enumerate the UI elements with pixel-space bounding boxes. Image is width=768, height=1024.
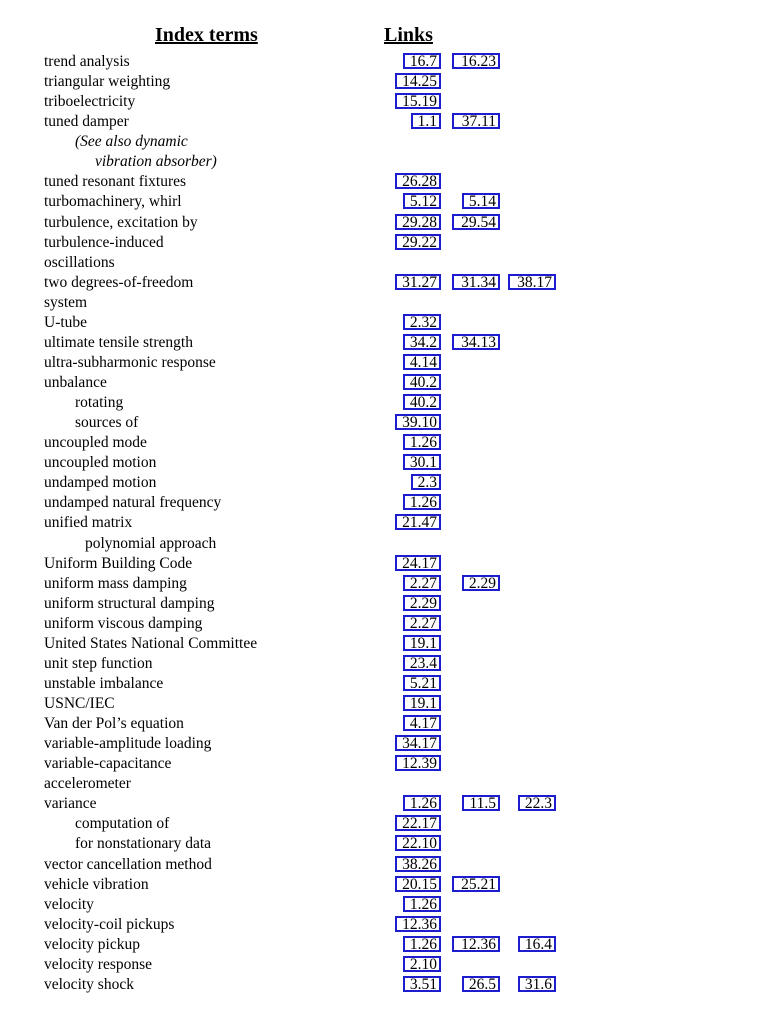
page-link[interactable]: 26.5 — [462, 976, 500, 992]
page-link[interactable]: 2.10 — [403, 956, 441, 972]
index-term: turbulence-induced — [44, 233, 164, 251]
index-term: ultra-subharmonic response — [44, 353, 216, 371]
index-row — [0, 112, 768, 132]
index-row — [0, 313, 768, 333]
index-row — [0, 453, 768, 473]
page-link[interactable]: 34.2 — [403, 334, 441, 350]
index-term: rotating — [75, 394, 124, 412]
index-term: Uniform Building Code — [44, 554, 193, 572]
index-row — [0, 855, 768, 875]
index-row — [0, 433, 768, 453]
page-link[interactable]: 34.13 — [452, 334, 500, 350]
index-row — [0, 92, 768, 112]
index-row — [0, 814, 768, 834]
index-list — [0, 52, 768, 995]
index-row — [0, 513, 768, 533]
page-link[interactable]: 20.15 — [395, 876, 441, 892]
page-link[interactable]: 1.26 — [403, 795, 441, 811]
index-term: uniform viscous damping — [44, 614, 203, 632]
index-term: ultimate tensile strength — [44, 333, 193, 351]
index-term: vector cancellation method — [44, 855, 212, 873]
index-term: unstable imbalance — [44, 674, 164, 692]
page-link[interactable]: 16.7 — [403, 53, 441, 69]
index-row — [0, 413, 768, 433]
page-link[interactable]: 23.4 — [403, 655, 441, 671]
index-row — [0, 293, 768, 313]
index-term: oscillations — [44, 253, 115, 271]
index-term: sources of — [75, 414, 139, 432]
index-row — [0, 694, 768, 714]
page-link[interactable]: 2.27 — [403, 575, 441, 591]
index-term: triangular weighting — [44, 73, 171, 91]
index-row — [0, 674, 768, 694]
page-link[interactable]: 40.2 — [403, 394, 441, 410]
index-term: trend analysis — [44, 53, 130, 70]
page-link[interactable]: 25.21 — [452, 876, 500, 892]
page-link[interactable]: 2.29 — [403, 595, 441, 611]
page-link[interactable]: 3.51 — [403, 976, 441, 992]
page-link[interactable]: 2.32 — [403, 314, 441, 330]
page-link[interactable]: 19.1 — [403, 635, 441, 651]
index-term: accelerometer — [44, 775, 131, 793]
page-link[interactable]: 38.17 — [508, 274, 556, 290]
index-term: velocity response — [44, 955, 153, 973]
index-term: polynomial approach — [85, 534, 217, 552]
index-row — [0, 132, 768, 152]
index-row — [0, 273, 768, 293]
page-link[interactable]: 37.11 — [452, 113, 500, 129]
index-row — [0, 233, 768, 253]
index-row — [0, 714, 768, 734]
index-row — [0, 935, 768, 955]
links-header: Links — [384, 24, 433, 46]
index-term: undamped motion — [44, 474, 157, 492]
index-term: Van der Pol’s equation — [44, 715, 184, 733]
index-term: (See also dynamic — [75, 133, 188, 151]
index-row — [0, 192, 768, 212]
page-link[interactable]: 30.1 — [403, 454, 441, 470]
page-link[interactable]: 31.27 — [395, 274, 441, 290]
index-term: tuned damper — [44, 113, 129, 131]
index-term: system — [44, 293, 88, 311]
page-link[interactable]: 40.2 — [403, 374, 441, 390]
index-row — [0, 554, 768, 574]
index-term: vibration absorber) — [95, 153, 217, 171]
index-term: triboelectricity — [44, 93, 136, 111]
page-link[interactable]: 14.25 — [395, 73, 441, 89]
page-link[interactable]: 16.4 — [518, 936, 556, 952]
index-row — [0, 834, 768, 854]
page-link[interactable]: 1.26 — [403, 896, 441, 912]
index-row — [0, 52, 768, 72]
index-row — [0, 213, 768, 233]
index-term: tuned resonant fixtures — [44, 173, 187, 191]
index-row — [0, 594, 768, 614]
index-row — [0, 72, 768, 92]
page-link[interactable]: 12.36 — [395, 916, 441, 932]
index-term: vehicle vibration — [44, 875, 149, 893]
index-row — [0, 774, 768, 794]
page-link[interactable]: 29.28 — [395, 214, 441, 230]
index-row — [0, 895, 768, 915]
page-link[interactable]: 2.3 — [411, 474, 441, 490]
index-term: unit step function — [44, 654, 153, 672]
index-terms-header: Index terms — [155, 24, 258, 46]
page-link[interactable]: 24.17 — [395, 555, 441, 571]
index-row — [0, 794, 768, 814]
page-link[interactable]: 5.12 — [403, 193, 441, 209]
index-term: computation of — [75, 815, 170, 833]
index-term: uncoupled motion — [44, 454, 157, 472]
page-link[interactable]: 22.3 — [518, 795, 556, 811]
index-row — [0, 373, 768, 393]
index-row — [0, 473, 768, 493]
index-row — [0, 734, 768, 754]
page-link[interactable]: 39.10 — [395, 414, 441, 430]
index-row — [0, 534, 768, 554]
page-link[interactable]: 22.10 — [395, 835, 441, 851]
page-link[interactable]: 16.23 — [452, 53, 500, 69]
index-row — [0, 915, 768, 935]
page-link[interactable]: 1.26 — [403, 936, 441, 952]
index-term: uncoupled mode — [44, 434, 147, 452]
index-term: variable-amplitude loading — [44, 735, 212, 753]
page-link[interactable]: 1.1 — [411, 113, 441, 129]
index-row — [0, 634, 768, 654]
index-row — [0, 875, 768, 895]
page-link[interactable]: 4.14 — [403, 354, 441, 370]
index-row — [0, 955, 768, 975]
index-row — [0, 654, 768, 674]
page-link[interactable]: 5.14 — [462, 193, 500, 209]
index-term: United States National Committee — [44, 634, 258, 652]
index-row — [0, 253, 768, 273]
index-term: two degrees-of-freedom — [44, 273, 194, 291]
index-term: velocity-coil pickups — [44, 915, 175, 933]
index-term: turbomachinery, whirl — [44, 193, 182, 211]
page-link[interactable]: 29.54 — [452, 214, 500, 230]
page-link[interactable]: 19.1 — [403, 695, 441, 711]
page-link[interactable]: 29.22 — [395, 234, 441, 250]
index-row — [0, 353, 768, 373]
index-row — [0, 614, 768, 634]
index-term: for nonstationary data — [75, 835, 212, 853]
page-link[interactable]: 31.6 — [518, 976, 556, 992]
page-link[interactable]: 34.17 — [395, 735, 441, 751]
index-term: velocity shock — [44, 975, 134, 993]
page-link[interactable]: 5.21 — [403, 675, 441, 691]
page-link[interactable]: 4.17 — [403, 715, 441, 731]
index-term: variable-capacitance — [44, 755, 172, 773]
page-link[interactable]: 26.28 — [395, 173, 441, 189]
page-link[interactable]: 12.36 — [452, 936, 500, 952]
page-link[interactable]: 1.26 — [403, 494, 441, 510]
page-link[interactable]: 22.17 — [395, 815, 441, 831]
index-term: variance — [44, 795, 97, 813]
page-link[interactable]: 15.19 — [395, 93, 441, 109]
page-link[interactable]: 38.26 — [395, 856, 441, 872]
index-term: uniform mass damping — [44, 574, 187, 592]
index-row — [0, 152, 768, 172]
page-link[interactable]: 2.29 — [462, 575, 500, 591]
index-row — [0, 393, 768, 413]
page-link[interactable]: 11.5 — [462, 795, 500, 811]
page-link[interactable]: 21.47 — [395, 514, 441, 530]
index-term: USNC/IEC — [44, 695, 115, 712]
index-term: turbulence, excitation by — [44, 213, 198, 231]
index-term: unbalance — [44, 374, 107, 391]
page-link[interactable]: 1.26 — [403, 434, 441, 450]
index-term: unified matrix — [44, 514, 133, 532]
index-row — [0, 172, 768, 192]
page-link[interactable]: 2.27 — [403, 615, 441, 631]
index-term: undamped natural frequency — [44, 494, 222, 512]
index-term: velocity pickup — [44, 935, 140, 953]
index-row — [0, 574, 768, 594]
page-link[interactable]: 31.34 — [452, 274, 500, 290]
page-link[interactable]: 12.39 — [395, 755, 441, 771]
index-term: uniform structural damping — [44, 594, 215, 612]
index-row — [0, 975, 768, 995]
index-term: velocity — [44, 895, 94, 913]
index-row — [0, 333, 768, 353]
index-row — [0, 754, 768, 774]
index-row — [0, 493, 768, 513]
index-term: U-tube — [44, 313, 88, 331]
